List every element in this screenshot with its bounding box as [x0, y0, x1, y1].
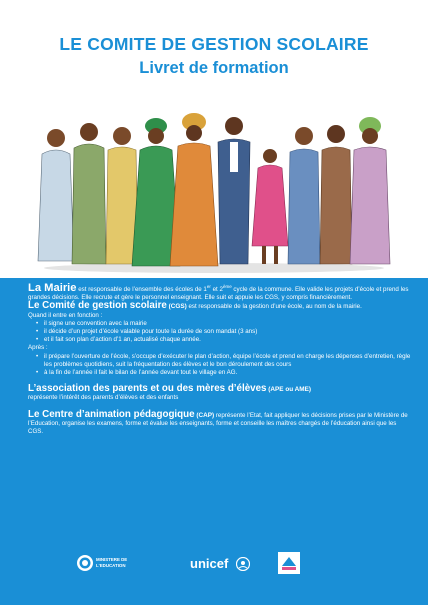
- person-figure: [38, 129, 74, 261]
- cgs-after-label: Après :: [28, 344, 48, 352]
- person-figure: [252, 149, 288, 264]
- cap-heading: Le Centre d’animation pédagogique: [28, 408, 195, 420]
- person-figure: [218, 117, 250, 264]
- ape-abbr: (APE ou AME): [266, 386, 311, 394]
- community-illustration: [34, 96, 394, 274]
- page-title: LE COMITE DE GESTION SCOLAIRE: [59, 34, 369, 54]
- partner-logos: [60, 550, 380, 578]
- mairie-heading: La Mairie: [28, 282, 77, 294]
- mairie-text-b: et 2: [210, 286, 223, 293]
- mairie-text-c: cycle de la commune. Elle valide les projets d’école et prend les grandes décisions. Elle recrute et gère le personnel enseignant. Elle suit et appuie les CGS, y compris financièrement.: [28, 286, 409, 302]
- mairie-sup-2: ème: [222, 283, 232, 289]
- info-content: [28, 284, 412, 444]
- ministere-seal-icon: [76, 554, 94, 572]
- header: [0, 34, 428, 79]
- list-item: • et il fait son plan d’action d’1 an, actualisé chaque année.: [36, 336, 412, 344]
- list-item: • il signe une convention avec la mairie: [36, 320, 412, 328]
- info-panel: [0, 278, 428, 605]
- person-figure: [170, 113, 218, 266]
- ministere-line-2: L'EDUCATION: [96, 562, 126, 568]
- person-figure: [288, 127, 320, 264]
- person-figure: [320, 125, 352, 264]
- list-item: • à la fin de l’année il fait le bilan de l’année devant tout le village en AG.: [36, 369, 412, 377]
- ape-section: [28, 385, 412, 402]
- mairie-text-a: est responsable de l’ensemble des écoles de 1: [76, 286, 207, 293]
- cgs-section: [28, 302, 412, 377]
- ministere-line-1: MINISTERE DE: [96, 557, 128, 562]
- cgs-heading: Le Comité de gestion scolaire: [28, 300, 167, 312]
- prodec-logo-icon: [278, 552, 300, 574]
- prodec-logo: [278, 550, 308, 578]
- list-item: • il décide d’un projet d’école valable pour toute la durée de son mandat (3 ans): [36, 328, 412, 336]
- cgs-entry-list: [28, 320, 412, 345]
- ape-heading: L’association des parents et ou des mères d’élèves: [28, 383, 267, 395]
- person-figure: [350, 117, 390, 264]
- unicef-wordmark: unicef: [190, 556, 229, 571]
- cgs-after-list: [28, 353, 412, 378]
- person-figure: [106, 127, 138, 264]
- cgs-entry-label: Quand il entre en fonction :: [28, 311, 103, 319]
- cgs-abbr: (CGS): [166, 303, 187, 311]
- cap-text: représente l’Etat, fait appliquer les décisions prises par le Ministère de l’Education, organise les examens, forme et évalue les enseignants, forme et conseille les maîtres chargés de l’éducation ainsi que les CGS.: [28, 411, 408, 436]
- cap-section: [28, 408, 412, 437]
- mairie-sup-1: er: [206, 283, 211, 289]
- unicef-logo: [190, 550, 270, 578]
- person-figure: [72, 123, 106, 264]
- unicef-emblem-icon: [236, 557, 250, 571]
- list-item: • il prépare l’ouverture de l’école, s’occupe d’exécuter le plan d’action, équipe l’école et prend en charge les dépenses d’entretien, règle les problèmes quotidiens, suit la fréquentation des élèves et le bon déroulement des cours: [36, 353, 412, 369]
- cgs-text: est responsable de la gestion d’une école, au nom de la mairie.: [186, 303, 362, 311]
- ape-text: représente l’intérêt des parents d’élèves et des enfants: [28, 394, 179, 402]
- ministere-logo: [76, 550, 156, 578]
- page-subtitle: Livret de formation: [139, 59, 289, 77]
- cap-abbr: (CAP): [194, 411, 215, 419]
